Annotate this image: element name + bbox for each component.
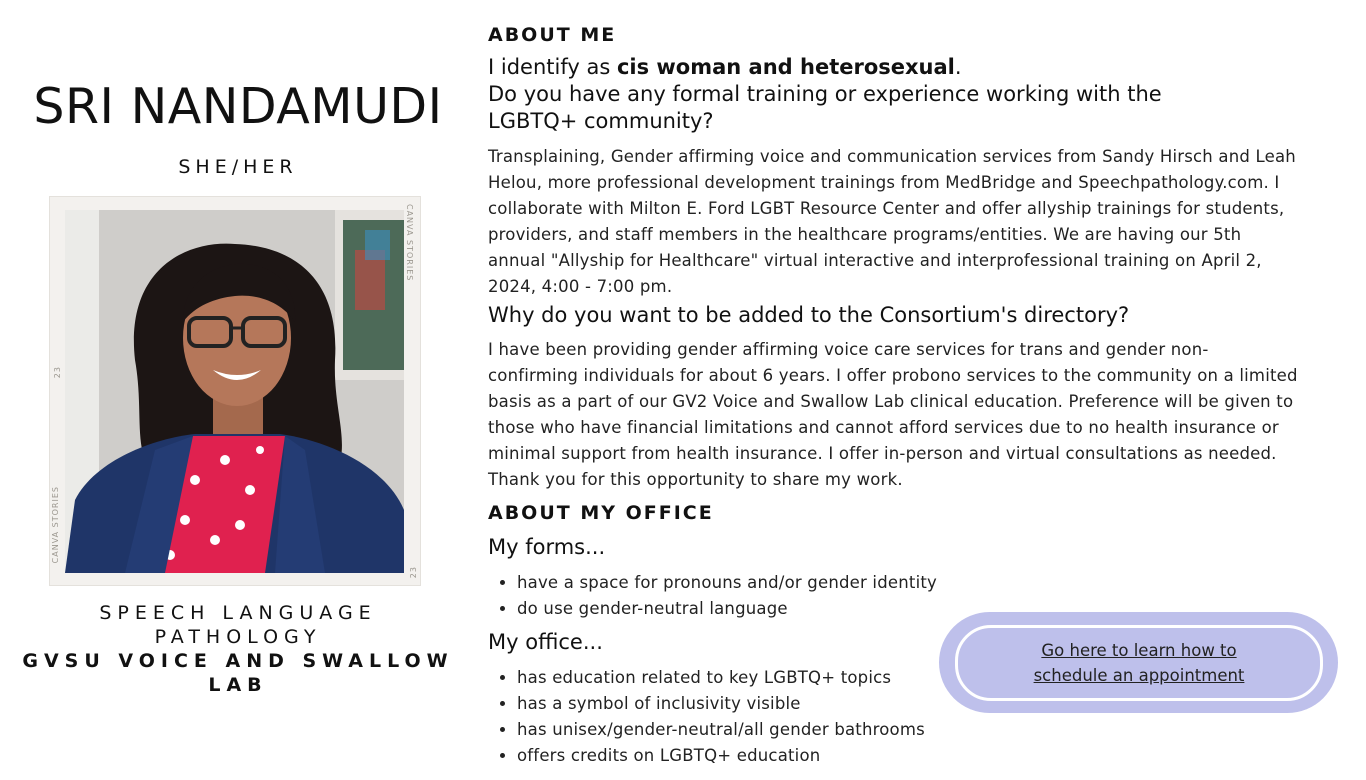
frame-number-right: 23: [409, 566, 418, 579]
about-office-heading: ABOUT MY OFFICE: [488, 502, 714, 524]
list-item: • do use gender-neutral language: [517, 596, 937, 622]
office-list: [488, 665, 925, 769]
appointment-cta-inner: [955, 625, 1323, 701]
list-item: • have a space for pronouns and/or gender identity: [517, 570, 937, 596]
list-item: • has education related to key LGBTQ+ topics: [517, 665, 925, 691]
profession: SPEECH LANGUAGE PATHOLOGY: [99, 602, 377, 648]
forms-heading: My forms...: [488, 535, 606, 559]
profile-name: SRI NANDAMUDI: [33, 78, 443, 135]
forms-list: [488, 570, 937, 622]
schedule-appointment-link[interactable]: Go here to learn how to schedule an appointment: [1033, 641, 1245, 685]
profile-pronouns: SHE/HER: [178, 156, 298, 178]
answer-training: Transplaining, Gender affirming voice and communication services from Sandy Hirsch and Leah Helou, more professional development trainings from MedBridge and Speechpathology.com. I collaborate with Milton E. Ford LGBT Resource Center and offer allyship trainings for students, providers, and staff members in the healthcare programs/entities. We are having our 5th annual "Allyship for Healthcare" virtual interactive and interprofessional training on April 2, 2024, 4:00 - 7:00 pm.: [488, 147, 1296, 296]
list-item: • has a symbol of inclusivity visible: [517, 691, 925, 717]
question-directory: Why do you want to be added to the Consortium's directory?: [488, 303, 1130, 327]
profile-photo-illustration: [65, 210, 404, 573]
identity-prefix: I identify as: [488, 55, 617, 79]
frame-tag-left: CANVA STORIES: [51, 486, 60, 564]
photo-frame: [49, 196, 421, 586]
lab-name: GVSU VOICE AND SWALLOW LAB: [22, 650, 454, 696]
question-training: Do you have any formal training or experience working with the LGBTQ+ community?: [488, 82, 1162, 133]
list-item: • offers credits on LGBTQ+ education: [517, 743, 925, 769]
profile-photo: [65, 210, 404, 573]
about-me-heading: ABOUT ME: [488, 24, 617, 46]
frame-number-left: 23: [53, 366, 62, 379]
identity-bold: cis woman and heterosexual: [616, 55, 955, 79]
list-item: • has unisex/gender-neutral/all gender bathrooms: [517, 717, 925, 743]
appointment-cta: [939, 612, 1338, 713]
answer-directory: I have been providing gender affirming voice care services for trans and gender non-confirming individuals for about 6 years. I offer probono services to the community on a limited basis as a part of our GV2 Voice and Swallow Lab clinical education. Preference will be given to those who have financial limitations and cannot afford services due to no health insurance or minimal support from health insurance. I offer in-person and virtual consultations as needed. Thank you for this opportunity to share my work.: [488, 340, 1298, 489]
frame-tag-top: CANVA STORIES: [405, 204, 414, 282]
identity-statement: [488, 54, 1288, 81]
identity-suffix: .: [954, 55, 962, 79]
office-heading: My office...: [488, 630, 603, 654]
